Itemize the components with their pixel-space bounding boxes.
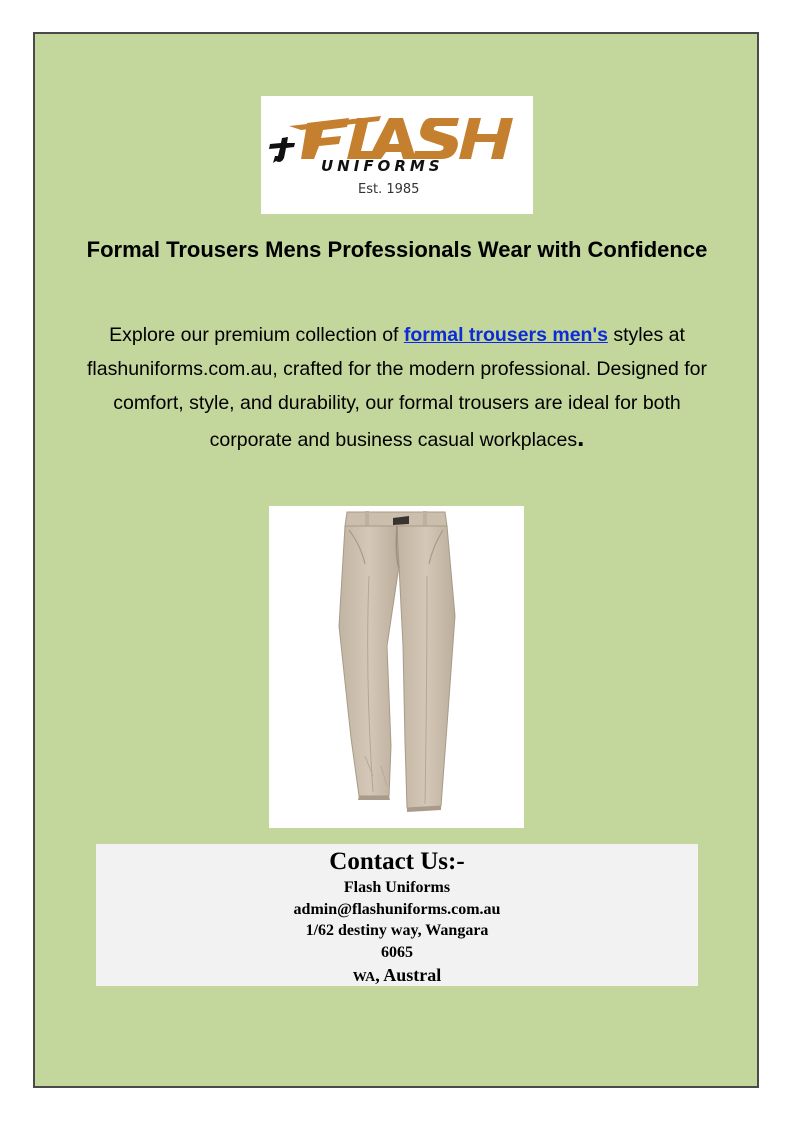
contact-region xyxy=(96,963,698,990)
logo-established-text: Est. 1985 xyxy=(358,182,420,197)
contact-country: , Austral xyxy=(375,965,442,985)
intro-text-after-link: styles at flashuniforms.com.au, crafted for the modern professional. Designed for comfort, style, and durability, our formal trousers are ideal for both corporate and business casual workplaces xyxy=(87,324,707,451)
intro-text-before-link: Explore our premium collection of xyxy=(109,324,404,346)
flash-uniforms-logo xyxy=(261,96,533,214)
intro-end-period: . xyxy=(577,422,585,452)
contact-state: WA xyxy=(352,970,376,985)
contact-postcode: 6065 xyxy=(381,943,413,961)
contact-company: Flash Uniforms xyxy=(343,879,451,896)
product-image-trousers xyxy=(269,506,524,828)
contact-address: 1/62 destiny way, Wangara xyxy=(305,922,489,939)
formal-trousers-link[interactable]: formal trousers men's xyxy=(403,324,608,346)
trousers-illustration xyxy=(269,506,524,828)
document-title: Formal Trousers Mens Professionals Wear with Confidence xyxy=(86,237,708,262)
intro-paragraph xyxy=(82,318,712,457)
contact-email: admin@flashuniforms.com.au xyxy=(293,900,501,918)
trousers-left-leg xyxy=(339,526,399,796)
contact-box xyxy=(96,844,698,986)
logo-flash-wordmark xyxy=(289,116,513,159)
logo-graphic xyxy=(261,96,533,214)
logo-uniforms-text: UNIFORMS xyxy=(321,157,444,175)
contact-heading: Contact Us:- xyxy=(329,848,465,875)
logo-runner-mark xyxy=(269,137,295,163)
